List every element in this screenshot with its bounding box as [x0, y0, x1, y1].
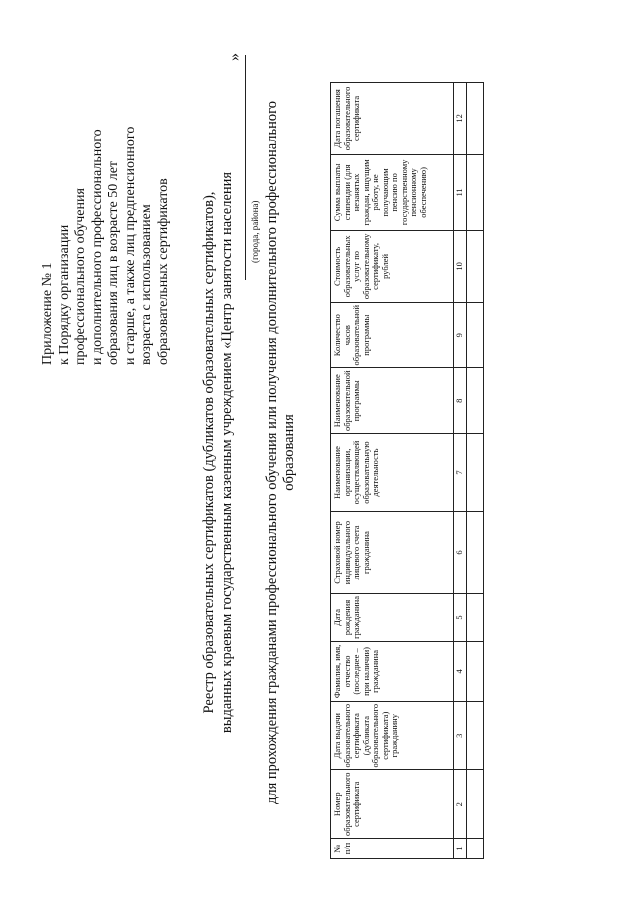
closing-quote: »	[226, 53, 243, 61]
empty-cell	[467, 230, 484, 302]
empty-cell	[467, 82, 484, 154]
column-header: Сумма выплаты стипендии (для незанятых граждан, ищущим работу, не получающим пенсию по государственному пенсионному обеспечению)	[331, 154, 454, 230]
column-number: 6	[454, 512, 467, 594]
empty-cell	[467, 368, 484, 434]
column-number: 4	[454, 641, 467, 701]
appendix-line: возраста с использованием	[139, 204, 154, 365]
empty-cell	[467, 839, 484, 859]
empty-cell	[467, 512, 484, 594]
column-number: 11	[454, 154, 467, 230]
appendix-line: образования лиц в возрасте 50 лет	[106, 160, 121, 365]
appendix-line: профессионального обучения	[73, 188, 88, 365]
column-header: № п/п	[331, 839, 454, 859]
empty-table-row	[467, 82, 484, 858]
column-header: Страховой номер индивидуального лицевого счета гражданина	[331, 512, 454, 594]
column-header: Дата погашения образовательного сертификата	[331, 82, 454, 154]
column-header: Номер образовательного сертификата	[331, 770, 454, 839]
column-number: 1	[454, 839, 467, 859]
column-header: Наименование организации, осуществляющей образовательную деятельность	[331, 434, 454, 512]
column-number: 12	[454, 82, 467, 154]
column-number: 8	[454, 368, 467, 434]
document-title	[200, 0, 236, 905]
registry-table	[330, 82, 484, 859]
appendix-line: и старше, а также лиц предпенсионного	[122, 126, 138, 365]
column-number: 3	[454, 701, 467, 770]
empty-cell	[467, 434, 484, 512]
empty-cell	[467, 701, 484, 770]
column-header: Наименование образовательной программы	[331, 368, 454, 434]
empty-cell	[467, 594, 484, 642]
column-number-row	[454, 82, 467, 858]
empty-cell	[467, 154, 484, 230]
column-number: 9	[454, 302, 467, 368]
column-header: Стоимость образовательных услуг по образовательному сертификату, рублей	[331, 230, 454, 302]
empty-cell	[467, 641, 484, 701]
column-header: Количество часов образовательной программы	[331, 302, 454, 368]
column-header: Дата выдачи образовательного сертификата (дубликата образовательного сертификата) гражданину	[331, 701, 454, 770]
city-caption: (города, района)	[250, 200, 260, 263]
appendix-line: и дополнительного профессионального	[89, 129, 105, 365]
column-number: 10	[454, 230, 467, 302]
column-number: 5	[454, 594, 467, 642]
document-subtitle	[264, 0, 298, 905]
appendix-block	[40, 35, 172, 365]
column-number: 2	[454, 770, 467, 839]
empty-cell	[467, 302, 484, 368]
subtitle-line-2: образования	[281, 414, 297, 491]
title-line-1: Реестр образовательных сертификатов (дубликатов образовательных сертификатов),	[201, 191, 217, 714]
column-header: Фамилия, имя, отчество (последнее – при наличии) гражданина	[331, 641, 454, 701]
blank-fill-line	[245, 55, 246, 280]
column-header: Дата рождения гражданина	[331, 594, 454, 642]
header-row	[331, 82, 454, 858]
subtitle-line-1: для прохождения гражданами профессионального обучения или получения дополнительного профессионального	[264, 101, 280, 804]
appendix-line: Приложение № 1	[40, 262, 55, 365]
title-line-2: выданных краевым государственным казенным учреждением «Центр занятости населения	[219, 171, 235, 734]
column-number: 7	[454, 434, 467, 512]
appendix-line: образовательных сертификатов	[155, 178, 171, 365]
empty-cell	[467, 770, 484, 839]
appendix-line: к Порядку организации	[56, 224, 72, 365]
